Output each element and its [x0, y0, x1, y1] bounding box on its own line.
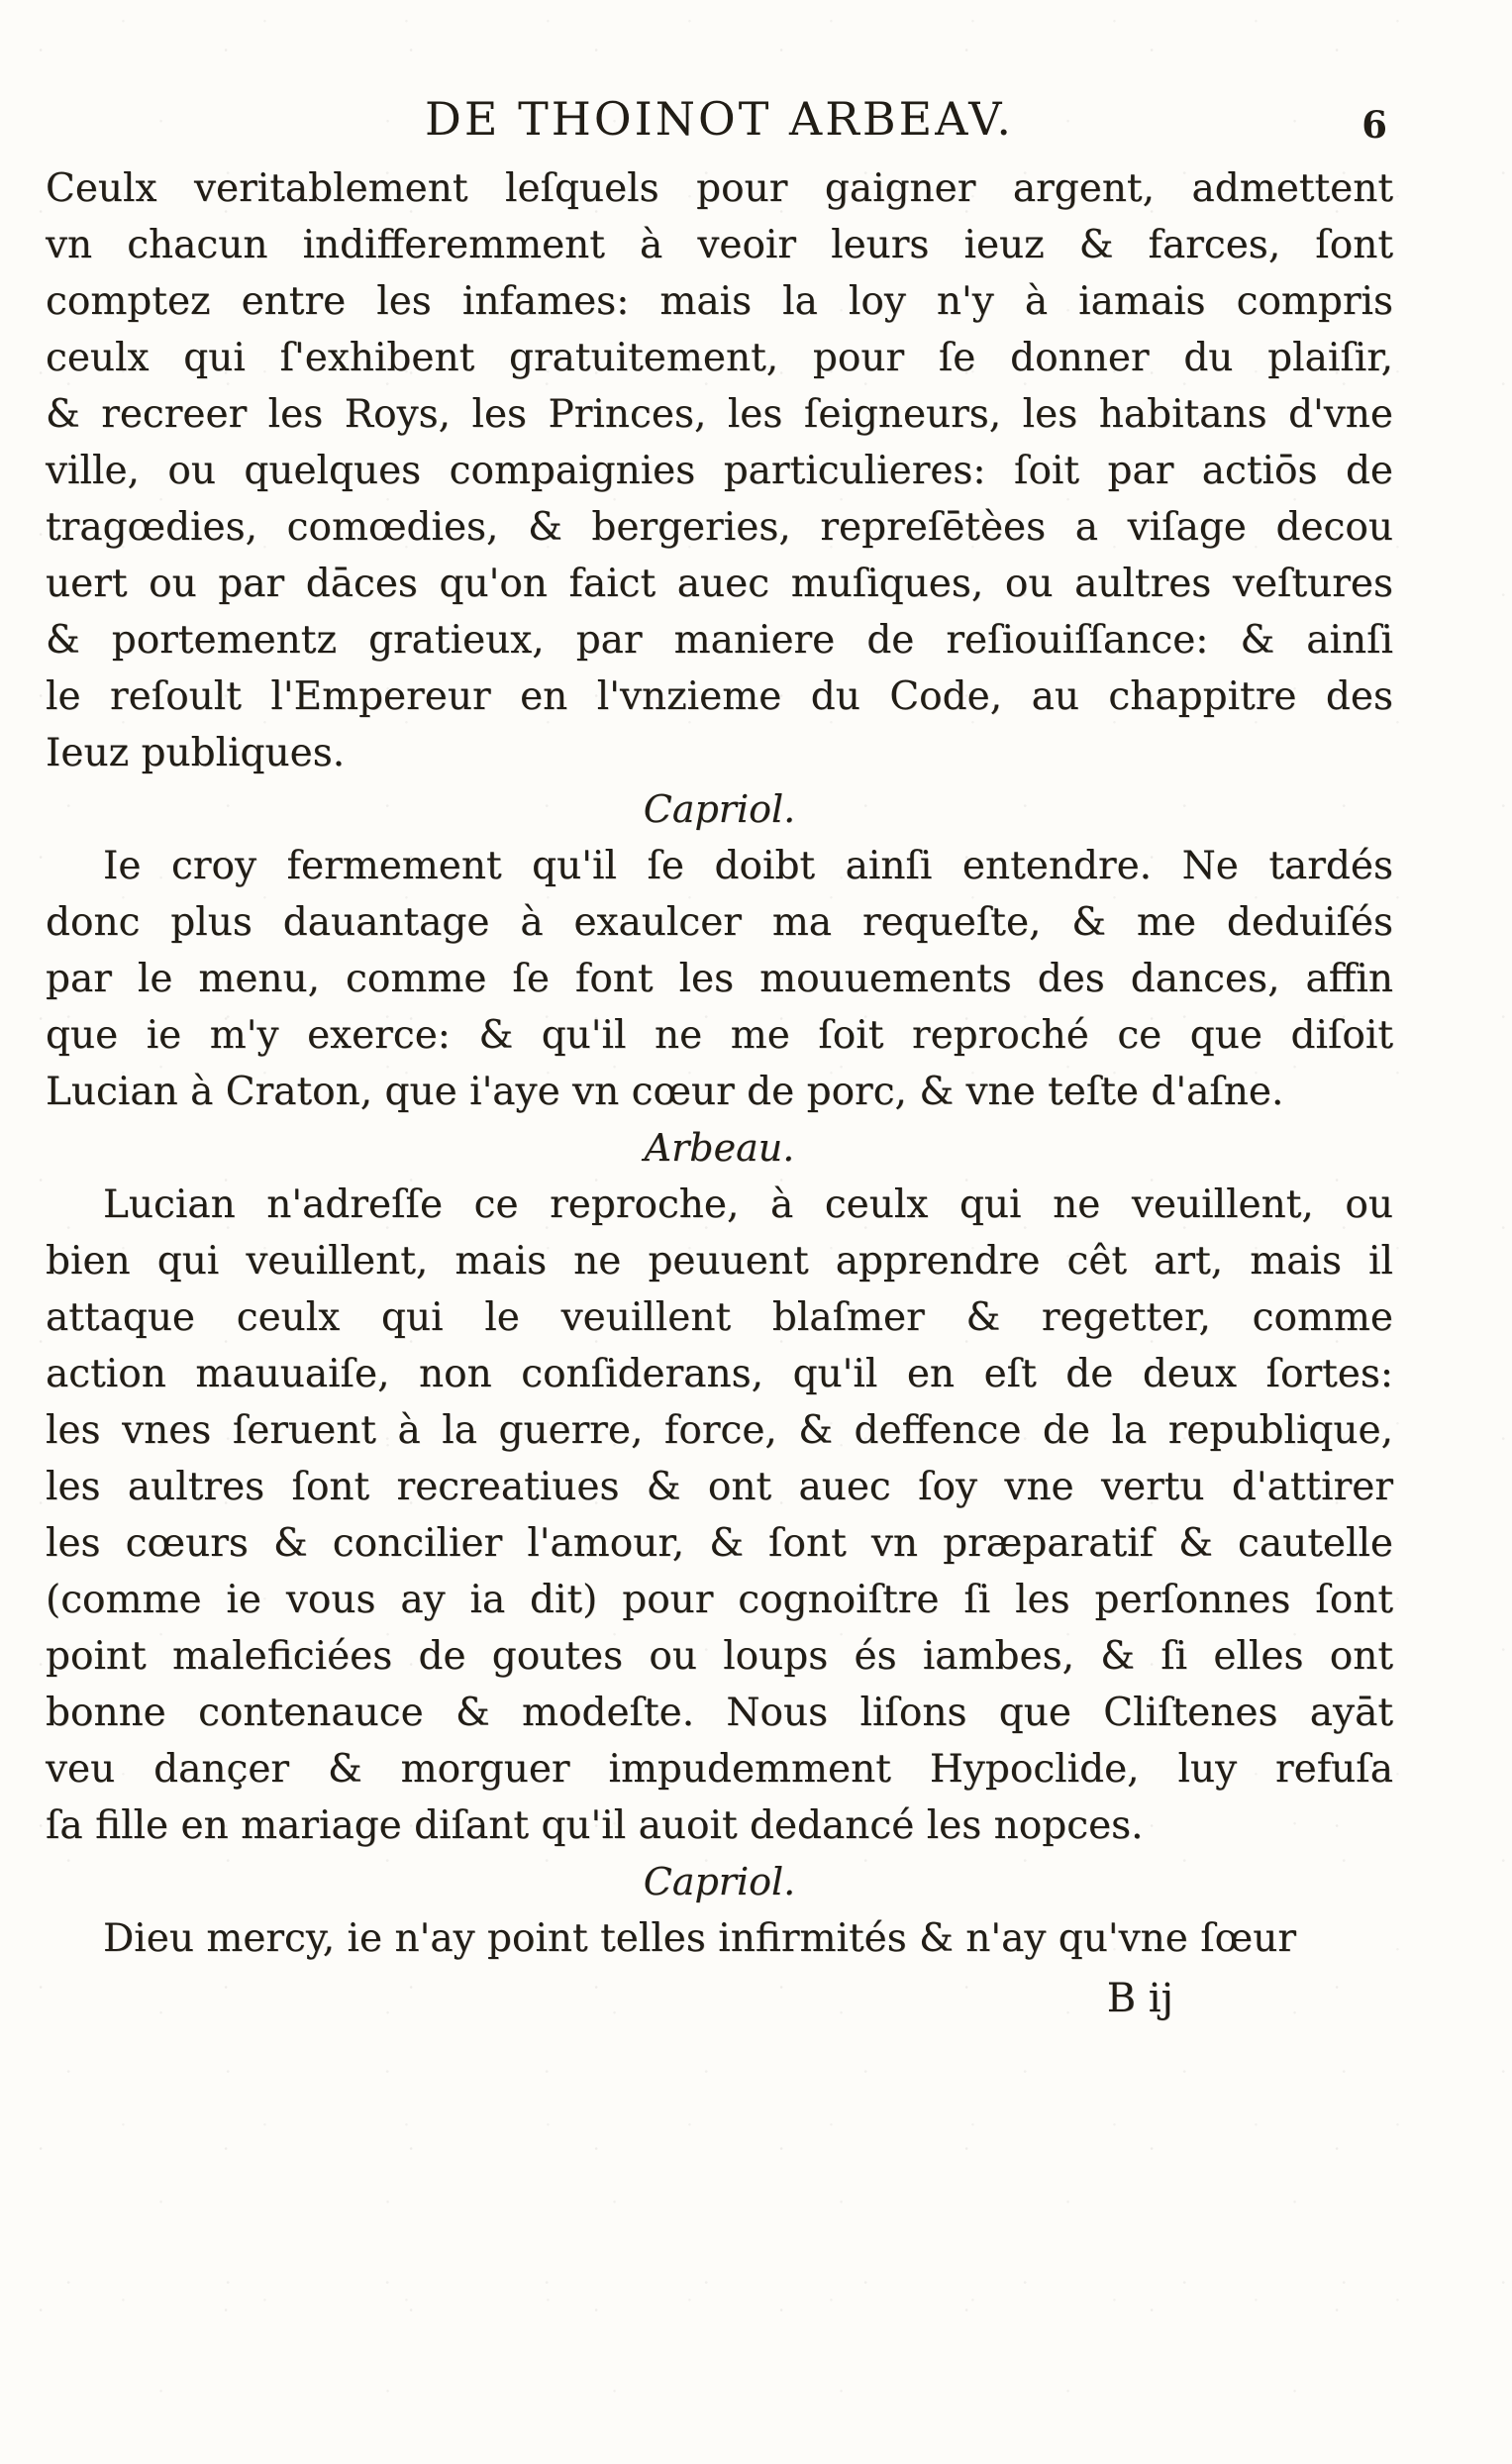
text-line: bonne contenauce & modeſte. Nous liſons que Cliſtenes ayāt [46, 1691, 1393, 1735]
signature-mark: B ij [1106, 1976, 1173, 2021]
paragraph-capriol-request [46, 838, 1393, 1120]
text-line: ville, ou quelques compaignies particulieres: ſoit par actiōs de [46, 449, 1393, 493]
text-line: point maleficiées de goutes ou loups és iambes, & ſi elles ont [46, 1634, 1393, 1679]
text-line: veu dançer & morguer impudemment Hypoclide, luy refuſa [46, 1747, 1393, 1792]
text-line: donc plus dauantage à exaulcer ma requeſte, & me deduiſés [46, 900, 1393, 945]
paragraph-law-on-players [46, 160, 1393, 781]
text-line: Ie croy fermement qu'il ſe doibt ainſi entendre. Ne tardés [103, 844, 1393, 888]
paragraph-arbeau-reply [46, 1177, 1393, 1854]
text-line: vn chacun indifferemment à veoir leurs ieuz & farces, ſont [46, 223, 1393, 267]
text-line: uert ou par dāces qu'on faict auec muſiques, ou aultres veſtures [46, 562, 1393, 606]
text-line: les cœurs & concilier l'amour, & ſont vn præparatif & cautelle [46, 1521, 1393, 1566]
text-line: Ceulx veritablement leſquels pour gaigner argent, admettent [46, 166, 1393, 211]
text-line: Ieuz publiques. [46, 731, 346, 775]
text-line: ceulx qui ſ'exhibent gratuitement, pour ſe donner du plaiſir, [46, 336, 1393, 380]
text-line: ſa fille en mariage diſant qu'il auoit dedancé les nopces. [46, 1803, 1144, 1848]
text-line: (comme ie vous ay ia dit) pour cognoiſtre ſi les perſonnes ſont [46, 1578, 1393, 1622]
text-line: le reſoult l'Empereur en l'vnzieme du Code, au chappitre des [46, 674, 1393, 719]
page-header [46, 91, 1393, 147]
text-line: tragœdies, comœdies, & bergeries, repreſētèes a viſage decou [46, 505, 1393, 550]
speaker-heading-capriol-2: Capriol. [643, 1860, 796, 1903]
speaker-heading-arbeau: Arbeau. [644, 1126, 795, 1170]
text-line: action mauuaiſe, non conſiderans, qu'il en eſt de deux ſortes: [46, 1352, 1393, 1396]
page-number: 6 [1361, 103, 1387, 147]
text-line: Lucian à Craton, que i'aye vn cœur de porc, & vne teſte d'aſne. [46, 1070, 1284, 1114]
paragraph-capriol-closing [46, 1910, 1393, 1967]
text-line: Dieu mercy, ie n'ay point telles infirmités & n'ay qu'vne ſœur [103, 1916, 1296, 1961]
text-line: Lucian n'adreſſe ce reproche, à ceulx qui ne veuillent, ou [103, 1182, 1393, 1227]
text-line: comptez entre les infames: mais la loy n'y à iamais compris [46, 279, 1393, 324]
running-title: DE THOINOT ARBEAV. [425, 92, 1014, 146]
speaker-heading-capriol-1: Capriol. [643, 787, 796, 831]
text-line: bien qui veuillent, mais ne peuuent apprendre cêt art, mais il [46, 1239, 1393, 1283]
text-line: & portementz gratieux, par maniere de reſiouiſſance: & ainſi [46, 618, 1393, 663]
text-line: les vnes ſeruent à la guerre, force, & deffence de la republique, [46, 1408, 1393, 1453]
text-line: attaque ceulx qui le veuillent blaſmer & regetter, comme [46, 1295, 1393, 1340]
text-line: les aultres ſont recreatiues & ont auec ſoy vne vertu d'attirer [46, 1465, 1393, 1509]
text-line: & recreer les Roys, les Princes, les ſeigneurs, les habitans d'vne [46, 392, 1393, 437]
text-line: que ie m'y exerce: & qu'il ne me ſoit reproché ce que diſoit [46, 1013, 1393, 1058]
text-line: par le menu, comme ſe font les mouuements des dances, affin [46, 957, 1393, 1001]
